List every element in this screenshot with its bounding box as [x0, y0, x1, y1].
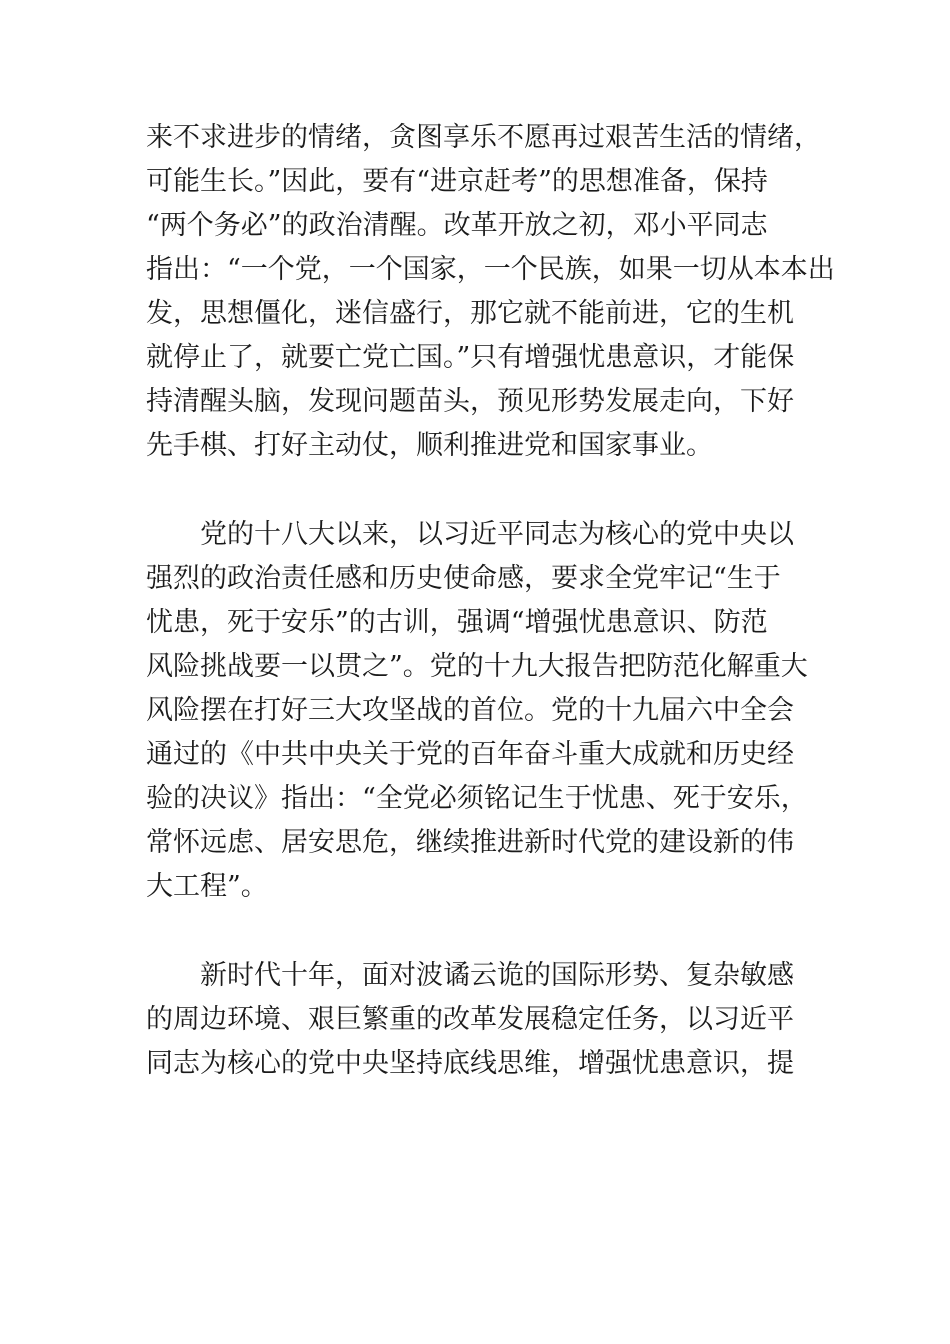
text-line: 就停止了，就要亡党亡国。”只有增强忧患意识，才能保: [146, 342, 795, 373]
text-line: 党的十八大以来，以习近平同志为核心的党中央以: [200, 519, 794, 550]
text-line: 风险摆在打好三大攻坚战的首位。党的十九届六中全会: [146, 695, 794, 726]
text-line: 常怀远虑、居安思危，继续推进新时代党的建设新的伟: [146, 827, 794, 858]
text-line: 风险挑战要一以贯之”。党的十九大报告把防范化解重大: [146, 651, 808, 682]
text-line: 可能生长。”因此，要有“进京赶考”的思想准备，保持: [146, 166, 768, 197]
text-line: 的周边环境、艰巨繁重的改革发展稳定任务，以习近平: [146, 1004, 794, 1035]
text-line: 持清醒头脑，发现问题苗头，预见形势发展走向，下好: [146, 386, 794, 417]
text-line: 发，思想僵化，迷信盛行，那它就不能前进，它的生机: [146, 298, 794, 329]
text-line: “两个务必”的政治清醒。改革开放之初，邓小平同志: [146, 210, 768, 241]
text-line: 新时代十年，面对波谲云诡的国际形势、复杂敏感: [200, 960, 794, 991]
text-line: 通过的《中共中央关于党的百年奋斗重大成就和历史经: [146, 739, 794, 770]
text-line: 来不求进步的情绪，贪图享乐不愿再过艰苦生活的情绪，: [146, 122, 821, 153]
text-line: 忧患，死于安乐”的古训，强调“增强忧患意识、防范: [146, 607, 768, 638]
text-line: 大工程”。: [146, 871, 268, 902]
text-line: 先手棋、打好主动仗，顺利推进党和国家事业。: [146, 430, 713, 461]
text-line: 强烈的政治责任感和历史使命感，要求全党牢记“生于: [146, 563, 781, 594]
text-line: 验的决议》指出：“全党必须铭记生于忧患、死于安乐，: [146, 783, 808, 814]
text-line: 指出：“一个党，一个国家，一个民族，如果一切从本本出: [146, 254, 835, 285]
text-line: 同志为核心的党中央坚持底线思维，增强忧患意识，提: [146, 1048, 794, 1079]
